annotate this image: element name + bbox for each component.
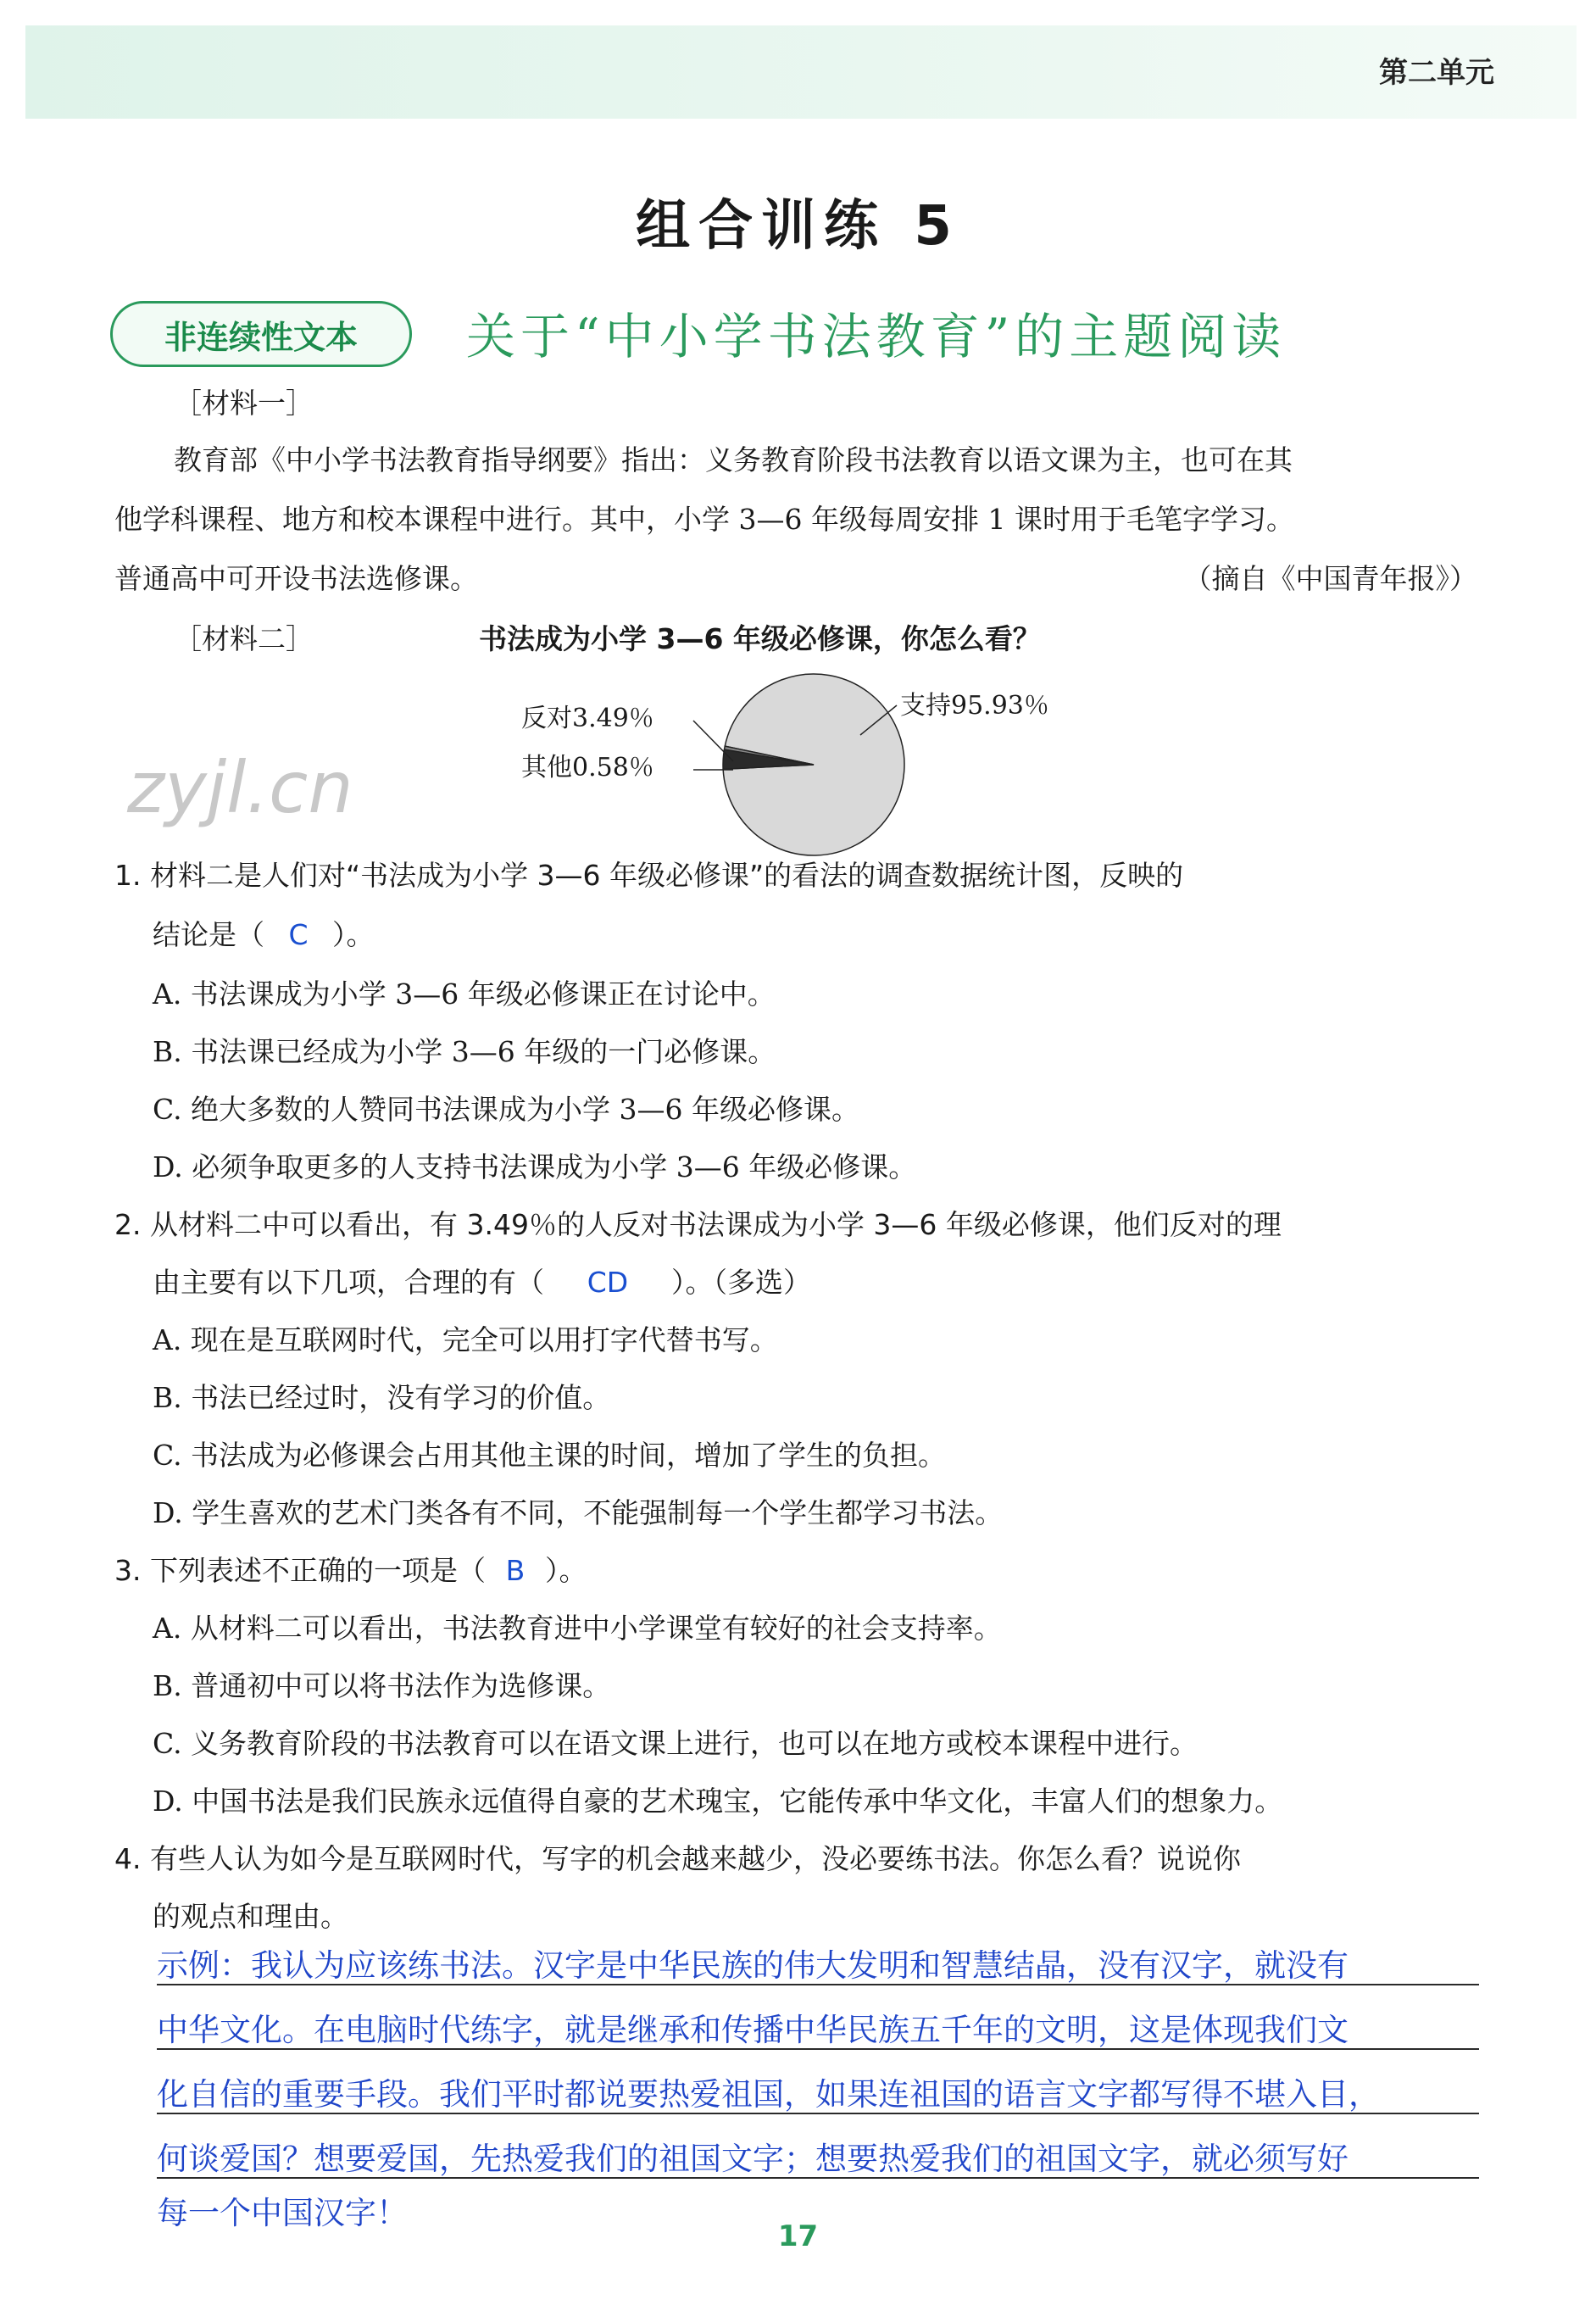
- option: D. 中国书法是我们民族永远值得自豪的艺术瑰宝，它能传承中华文化，丰富人们的想象力。: [153, 1785, 1283, 1818]
- pie-chart: [475, 670, 1068, 856]
- section-topic: 关于“中小学书法教育”的主题阅读: [466, 308, 1287, 365]
- material1-line: 普通高中可开设书法选修课。: [114, 562, 478, 595]
- question-4-stem: 4. 有些人认为如今是互联网时代，写字的机会越来越少，没必要练书法。你怎么看？说说你: [114, 1842, 1241, 1875]
- question-4-stem-line2: 的观点和理由。: [153, 1900, 348, 1933]
- option: C. 绝大多数的人赞同书法课成为小学 3—6 年级必修课。: [153, 1093, 860, 1126]
- answer-line: 中华文化。在电脑时代练字，就是继承和传播中华民族五千年的文明，这是体现我们文: [157, 2012, 1349, 2048]
- option: A. 从材料二可以看出，书法教育进中小学课堂有较好的社会支持率。: [153, 1612, 1002, 1645]
- question-1-stem: 1. 材料二是人们对“书法成为小学 3—6 年级必修课”的看法的调查数据统计图，反映的: [114, 859, 1184, 892]
- question-1-stem-line2: 结论是（ C ）。: [153, 918, 375, 951]
- answer-line: 化自信的重要手段。我们平时都说要热爱祖国，如果连祖国的语言文字都写得不堪入目，: [157, 2076, 1380, 2113]
- writing-rule: [157, 2113, 1479, 2114]
- material2-label: ［材料二］: [174, 622, 314, 655]
- writing-rule: [157, 2048, 1479, 2050]
- writing-rule: [157, 2177, 1479, 2179]
- option: A. 现在是互联网时代，完全可以用打字代替书写。: [153, 1323, 778, 1356]
- question-3-answer: B: [505, 1554, 526, 1587]
- unit-label: 第二单元: [1379, 56, 1494, 90]
- page-number: 17: [777, 2219, 819, 2253]
- option: C. 义务教育阶段的书法教育可以在语文课上进行，也可以在地方或校本课程中进行。: [153, 1727, 1198, 1760]
- answer-line: 示例：我认为应该练书法。汉字是中华民族的伟大发明和智慧结晶，没有汉字，就没有: [157, 1947, 1349, 1984]
- page-title: 组合训练 5: [636, 195, 960, 258]
- writing-rule: [157, 1984, 1479, 1985]
- question-2-answer: CD: [587, 1266, 629, 1299]
- slice-label-oppose: 反对3.49％: [521, 704, 654, 733]
- option: A. 书法课成为小学 3—6 年级必修课正在讨论中。: [153, 977, 776, 1011]
- slice-label-support: 支持95.93％: [900, 691, 1049, 721]
- material1-label: ［材料一］: [174, 387, 314, 420]
- chart-title: 书法成为小学 3—6 年级必修课，你怎么看？: [479, 622, 1041, 655]
- watermark: zyjl.cn: [127, 746, 353, 829]
- material1-line: 教育部《中小学书法教育指导纲要》指出：义务教育阶段书法教育以语文课为主，也可在其: [174, 443, 1293, 476]
- option: C. 书法成为必修课会占用其他主课的时间，增加了学生的负担。: [153, 1439, 947, 1472]
- answer-line: 每一个中国汉字！: [157, 2195, 408, 2231]
- option: D. 学生喜欢的艺术门类各有不同，不能强制每一个学生都学习书法。: [153, 1496, 1004, 1529]
- header-band: [25, 25, 1577, 119]
- option: D. 必须争取更多的人支持书法课成为小学 3—6 年级必修课。: [153, 1150, 917, 1183]
- question-1-answer: C: [288, 918, 309, 951]
- section-tag: 非连续性文本: [110, 301, 412, 367]
- option: B. 书法课已经成为小学 3—6 年级的一门必修课。: [153, 1035, 776, 1068]
- answer-line: 何谈爱国？想要爱国，先热爱我们的祖国文字；想要热爱我们的祖国文字，就必须写好: [157, 2141, 1349, 2177]
- question-2-stem-line2: 由主要有以下几项，合理的有（ CD ）。（多选）: [153, 1266, 811, 1299]
- option: B. 书法已经过时，没有学习的价值。: [153, 1381, 611, 1414]
- material1-line: 他学科课程、地方和校本课程中进行。其中，小学 3—6 年级每周安排 1 课时用于毛笔字学习。: [114, 503, 1294, 536]
- question-2-stem: 2. 从材料二中可以看出，有 3.49％的人反对书法课成为小学 3—6 年级必修课，他们反对的理: [114, 1208, 1282, 1241]
- material1-source: （摘自《中国青年报》）: [1183, 562, 1477, 595]
- slice-label-other: 其他0.58％: [521, 753, 654, 782]
- question-3-stem: 3. 下列表述不正确的一项是（ B ）。: [114, 1554, 587, 1587]
- option: B. 普通初中可以将书法作为选修课。: [153, 1669, 611, 1702]
